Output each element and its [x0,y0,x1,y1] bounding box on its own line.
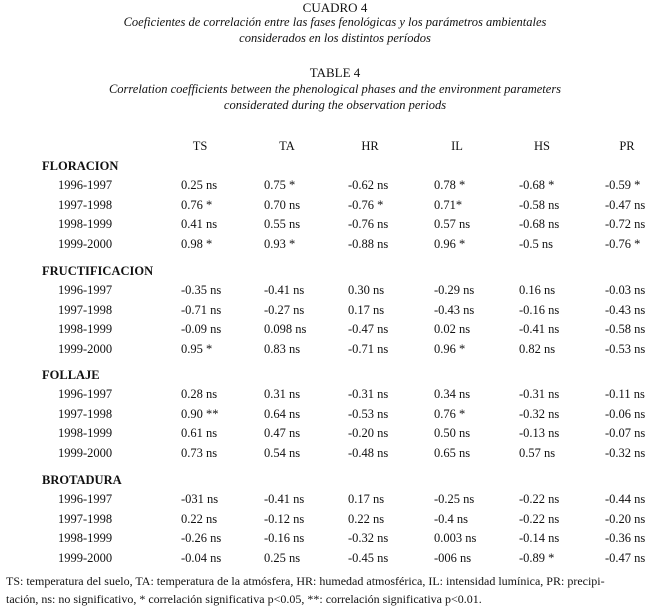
table-cell-hr: 0.22 ns [348,511,385,526]
column-header-ts: TS [192,139,208,153]
table-cell-ta: 0.54 ns [264,445,301,460]
table-title-en: TABLE 4 [309,65,361,80]
table-cell-hs: -0.14 ns [519,531,560,545]
table-cell-hs: -0.41 ns [519,322,560,336]
table-cell-il: -0.29 ns [434,283,475,297]
table-cell-ta: -0.41 ns [264,283,305,297]
table-cell-ts: -0.35 ns [181,283,222,297]
table-cell-hs: -0.13 ns [519,426,560,440]
table-cell-ts: 0.25 ns [181,178,218,192]
table-cell-ts: 0.95 * [181,341,213,356]
table-cell-pr: -0.47 ns [605,197,646,212]
table-cell-pr: -0.76 * [605,236,641,251]
table-cell-hs: -0.16 ns [519,302,560,317]
row-year-label: 1999-2000 [58,550,113,565]
table-cell-ta: -0.41 ns [264,492,305,506]
table-cell-pr: -0.36 ns [605,531,646,545]
table-cell-il: 0.34 ns [434,387,471,401]
table-cell-pr: -0.72 ns [605,217,646,231]
table-cell-ts: 0.90 ** [181,406,219,421]
table-cell-ts: 0.73 ns [181,445,218,460]
table-cell-hs: -0.32 ns [519,406,560,421]
table-cell-hs: -0.68 * [519,178,555,192]
table-cell-ts: 0.41 ns [181,217,218,231]
table-cell-pr: -0.53 ns [605,341,646,356]
table-cell-hs: -0.22 ns [519,492,560,506]
table-footnote [6,572,666,608]
table-cell-ts: -0.26 ns [181,531,222,545]
table-cell-ts: 0.22 ns [181,511,218,526]
table-cell-ta: 0.31 ns [264,387,301,401]
table-cell-hr: -0.31 ns [348,387,389,401]
table-cell-hr: 0.17 ns [348,302,385,317]
caption-es-line-1: Coeficientes de correlación entre las fases fenológicas y los parámetros ambientales [123,15,547,29]
row-year-label: 1997-1998 [58,302,113,317]
table-cell-hs: -0.68 ns [519,217,560,231]
caption-es-line-2: considerados en los distintos períodos [239,31,431,45]
table-cell-ta: 0.83 ns [264,341,301,356]
table-cell-il: 0.65 ns [434,445,471,460]
table-cell-hr: -0.62 ns [348,178,389,192]
table-cell-hr: -0.20 ns [348,426,389,440]
table-cell-il: 0.76 * [434,406,466,421]
table-cell-il: 0.96 * [434,236,466,251]
row-year-label: 1998-1999 [58,426,113,440]
table-cell-hs: -0.31 ns [519,387,560,401]
table-cell-hs: -0.22 ns [519,511,560,526]
table-cell-ta: -0.27 ns [264,302,305,317]
table-cell-hr: -0.76 ns [348,217,389,231]
row-year-label: 1997-1998 [58,406,113,421]
table-cell-hr: -0.47 ns [348,322,389,336]
table-title-es: CUADRO 4 [302,0,368,15]
row-year-label: 1999-2000 [58,445,113,460]
table-cell-pr: -0.06 ns [605,406,646,421]
group-label-follaje: FOLLAJE [42,368,100,382]
table-cell-pr: -0.11 ns [605,387,645,401]
table-cell-pr: -0.07 ns [605,426,646,440]
table-cell-hs: 0.82 ns [519,341,556,356]
table-cell-il: 0.96 * [434,341,466,356]
footnote-line-2: tación, ns: no significativo, * correlación significativa p<0.05, **: correlación significativa p<0.01. [6,592,482,606]
column-header-hr: HR [361,139,379,153]
table-cell-ta: 0.64 ns [264,406,301,421]
table-cell-hr: 0.30 ns [348,283,385,297]
table-cell-pr: -0.58 ns [605,322,646,336]
column-header-hs: HS [534,139,550,153]
row-year-label: 1998-1999 [58,322,113,336]
row-year-label: 1997-1998 [58,197,113,212]
caption-en-line-1: Correlation coefficients between the phenological phases and the environment parameters [108,82,562,96]
table-cell-hr: -0.45 ns [348,550,389,565]
table-cell-ts: 0.28 ns [181,387,218,401]
table-cell-ta: 0.70 ns [264,197,301,212]
row-year-label: 1996-1997 [58,492,113,506]
row-year-label: 1996-1997 [58,387,113,401]
table-cell-hs: 0.16 ns [519,283,556,297]
group-label-brotadura: BROTADURA [42,473,122,487]
table-cell-il: -0.4 ns [434,511,469,526]
table-cell-pr: -0.59 * [605,178,641,192]
table-cell-pr: -0.47 ns [605,550,646,565]
table-cell-ta: 0.93 * [264,236,296,251]
table-caption-es [0,14,670,46]
table-cell-pr: -0.03 ns [605,283,646,297]
table-cell-ta: 0.55 ns [264,217,301,231]
footnote-line-1: TS: temperatura del suelo, TA: temperatura de la atmósfera, HR: humedad atmosférica, IL: intensidad lumínica, PR: precipi- [6,574,605,588]
table-cell-ts: -0.09 ns [181,322,222,336]
table-cell-hr: -0.32 ns [348,531,389,545]
table-cell-pr: -0.20 ns [605,511,646,526]
table-cell-il: 0.71* [434,197,463,212]
table-cell-pr: -0.44 ns [605,492,646,506]
table-cell-il: 0.78 * [434,178,466,192]
row-year-label: 1998-1999 [58,217,113,231]
table-cell-il: 0.57 ns [434,217,471,231]
row-year-label: 1997-1998 [58,511,113,526]
table-cell-il: 0.003 ns [434,531,477,545]
table-cell-ts: 0.61 ns [181,426,218,440]
table-cell-ta: 0.75 * [264,178,296,192]
column-header-ta: TA [279,139,295,153]
table-cell-il: -0.43 ns [434,302,475,317]
table-cell-ts: -031 ns [181,492,219,506]
group-label-floracion: FLORACION [42,159,119,173]
table-cell-hr: -0.71 ns [348,341,389,356]
table-cell-hr: -0.48 ns [348,445,389,460]
correlation-table [0,138,670,565]
table-cell-il: -0.25 ns [434,492,475,506]
row-year-label: 1999-2000 [58,341,113,356]
table-cell-hr: -0.88 ns [348,236,389,251]
table-cell-ta: 0.47 ns [264,426,301,440]
table-cell-ts: -0.71 ns [181,302,222,317]
column-header-pr: PR [619,139,635,153]
table-cell-hs: -0.58 ns [519,197,560,212]
table-cell-ta: 0.25 ns [264,550,301,565]
table-cell-hs: 0.57 ns [519,445,556,460]
row-year-label: 1999-2000 [58,236,113,251]
table-cell-ts: 0.98 * [181,236,213,251]
table-cell-ta: -0.12 ns [264,511,305,526]
row-year-label: 1996-1997 [58,178,113,192]
table-cell-il: 0.50 ns [434,426,471,440]
table-cell-ts: -0.04 ns [181,550,222,565]
table-caption-en [0,81,670,113]
table-cell-hr: -0.53 ns [348,406,389,421]
table-cell-ta: -0.16 ns [264,531,305,545]
table-cell-hs: -0.89 * [519,550,555,565]
table-cell-il: 0.02 ns [434,322,471,336]
table-cell-pr: -0.43 ns [605,302,646,317]
table-cell-hr: -0.76 * [348,197,384,212]
row-year-label: 1996-1997 [58,283,113,297]
group-label-fructificacion: FRUCTIFICACION [42,264,154,278]
caption-en-line-2: considerated during the observation periods [223,98,447,112]
table-cell-hr: 0.17 ns [348,492,385,506]
table-cell-il: -006 ns [434,550,472,565]
column-header-il: IL [451,139,463,153]
table-cell-hs: -0.5 ns [519,236,554,251]
table-cell-ta: 0.098 ns [264,322,307,336]
table-cell-ts: 0.76 * [181,197,213,212]
table-cell-pr: -0.32 ns [605,445,646,460]
row-year-label: 1998-1999 [58,531,113,545]
